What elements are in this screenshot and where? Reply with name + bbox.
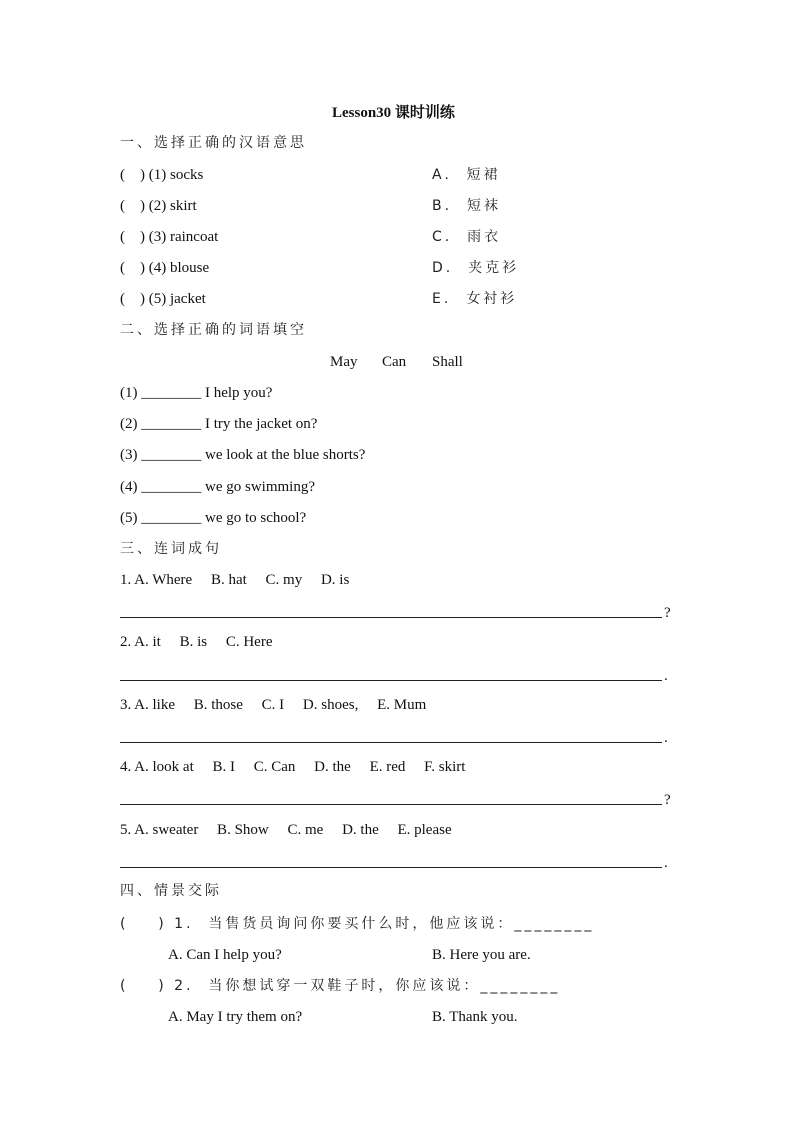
word-choice: Can [382, 354, 407, 370]
section-heading: 四、情景交际 [120, 883, 222, 899]
word-order-item: 5. A. sweater B. Show C. me D. the E. please [120, 822, 452, 838]
situation-question: ( ) 1. 当售货员询问你要买什么时，他应该说：________ [120, 916, 595, 932]
fill-blank-item: (4) ________ we go swimming? [120, 479, 315, 495]
fill-blank-item: (2) ________ I try the jacket on? [120, 416, 318, 432]
word-order-item: 3. A. like B. those C. I D. shoes, E. Mum [120, 697, 427, 713]
page-title: Lesson30 课时训练 [332, 105, 455, 121]
answer-line-end-punctuation: . [664, 730, 668, 746]
answer-line[interactable] [120, 804, 662, 805]
answer-line[interactable] [120, 617, 662, 618]
option-item: B. 短袜 [432, 198, 501, 214]
fill-blank-item: (1) ________ I help you? [120, 385, 273, 401]
section-heading: 三、连词成句 [120, 541, 222, 557]
question-item: ( ) (4) blouse [120, 260, 210, 276]
question-item: ( ) (2) skirt [120, 198, 197, 214]
answer-line-end-punctuation: . [664, 668, 668, 684]
word-order-item: 2. A. it B. is C. Here [120, 634, 273, 650]
word-order-item: 4. A. look at B. I C. Can D. the E. red F. skirt [120, 759, 466, 775]
answer-line[interactable] [120, 742, 662, 743]
word-choice: May [330, 354, 358, 370]
answer-line-end-punctuation: . [664, 855, 668, 871]
option-b: B. Here you are. [432, 947, 531, 963]
option-item: A. 短裙 [432, 167, 501, 183]
option-a: A. Can I help you? [168, 947, 282, 963]
option-b: B. Thank you. [432, 1009, 518, 1025]
option-item: D. 夹克衫 [432, 260, 520, 276]
option-item: E. 女衬衫 [432, 291, 518, 307]
option-item: C. 雨衣 [432, 229, 502, 245]
word-order-item: 1. A. Where B. hat C. my D. is [120, 572, 350, 588]
answer-line[interactable] [120, 680, 662, 681]
situation-question: ( ) 2. 当你想试穿一双鞋子时，你应该说：________ [120, 978, 561, 994]
word-choice: Shall [432, 354, 463, 370]
question-item: ( ) (5) jacket [120, 291, 206, 307]
section-heading: 二、选择正确的词语填空 [120, 322, 307, 338]
fill-blank-item: (3) ________ we look at the blue shorts? [120, 447, 366, 463]
answer-line[interactable] [120, 867, 662, 868]
option-a: A. May I try them on? [168, 1009, 303, 1025]
question-item: ( ) (1) socks [120, 167, 204, 183]
fill-blank-item: (5) ________ we go to school? [120, 510, 307, 526]
section-heading: 一、选择正确的汉语意思 [120, 135, 307, 151]
answer-line-end-punctuation: ? [664, 792, 671, 808]
question-item: ( ) (3) raincoat [120, 229, 219, 245]
answer-line-end-punctuation: ? [664, 605, 671, 621]
